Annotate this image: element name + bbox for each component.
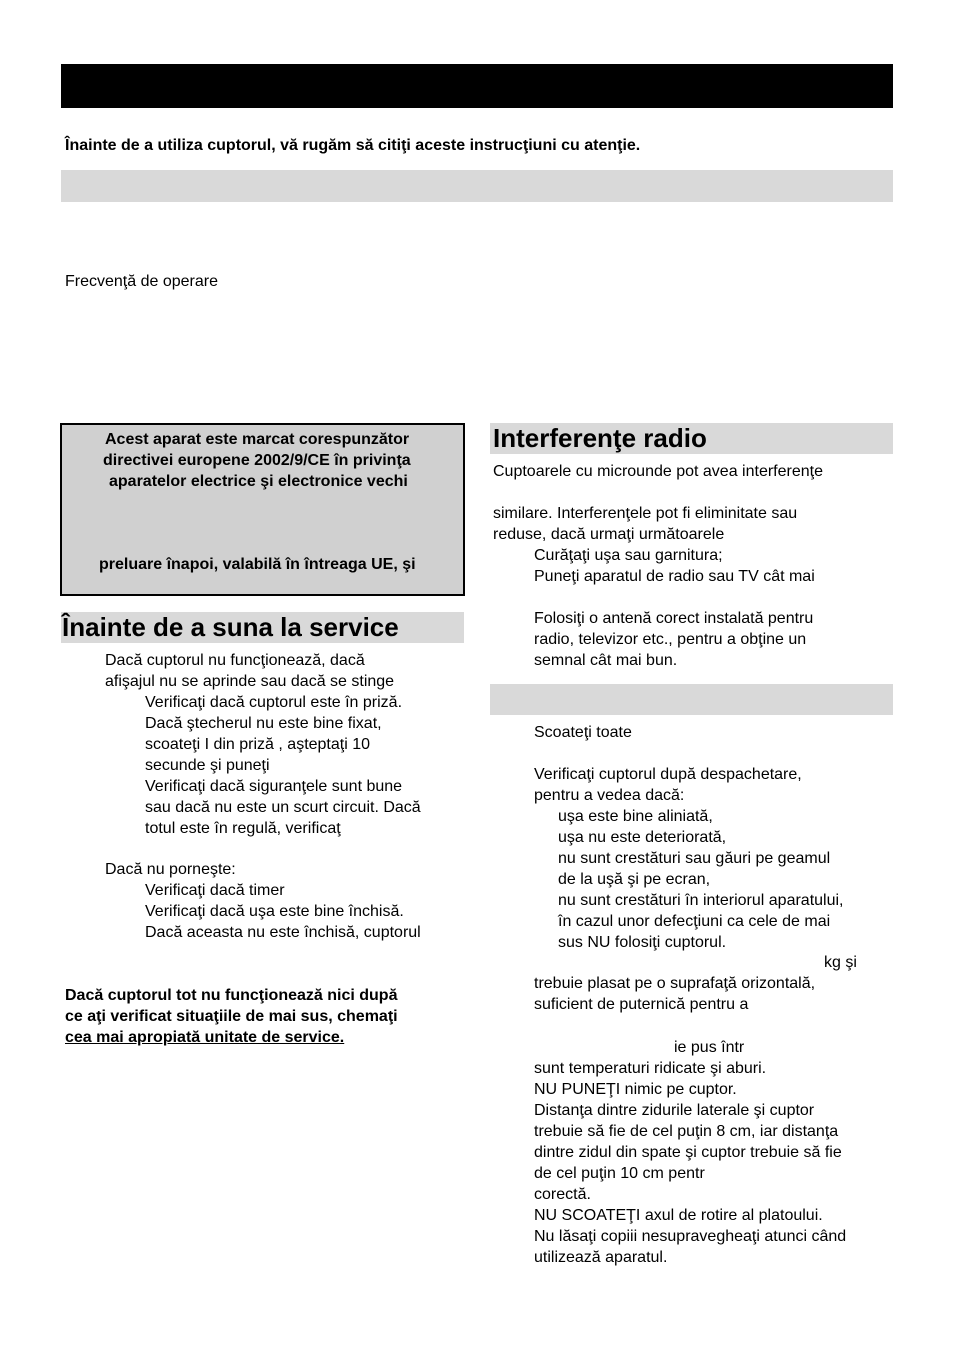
service-item2-sub-3: Dacă aceasta nu este închisă, cuptorul bbox=[145, 924, 421, 941]
install-more-line-9: Nu lăsaţi copiii nesupravegheaţi atunci când bbox=[534, 1228, 847, 1245]
install-placement-line-1: trebuie plasat pe o suprafaţă orizontală, bbox=[534, 975, 816, 992]
install-kg-fragment: kg şi bbox=[824, 954, 857, 971]
radio-tip-1: Curăţaţi uşa sau garnitura; bbox=[534, 547, 723, 564]
weee-line-1: Acest aparat este marcat corespunzător bbox=[105, 431, 410, 448]
install-check-item-1: uşa este bine aliniată, bbox=[558, 808, 713, 825]
install-more-line-3: Distanţa dintre zidurile laterale şi cuptor bbox=[534, 1102, 815, 1119]
spec-section-bar bbox=[61, 170, 893, 202]
service-item1-line-1: Dacă cuptorul nu funcţionează, dacă bbox=[105, 652, 365, 669]
install-more-line-5: dintre zidul din spate şi cuptor trebuie să fie bbox=[534, 1144, 842, 1161]
service-sub-line-4: secunde şi puneţi bbox=[145, 757, 270, 774]
intro-text: Înainte de a utiliza cuptorul, vă rugăm să citiţi aceste instrucţiuni cu atenţie. bbox=[65, 137, 641, 154]
service-final-line-3: cea mai apropiată unitate de service. bbox=[65, 1029, 345, 1046]
install-check-item-2: uşa nu este deteriorată, bbox=[558, 829, 727, 846]
service-sub-line-2: Dacă ştecherul nu este bine fixat, bbox=[145, 715, 382, 732]
install-placement-line-2: suficient de puternică pentru a bbox=[534, 996, 749, 1013]
install-check-item-4: de la uşă şi pe ecran, bbox=[558, 871, 711, 888]
weee-line-4: preluare înapoi, valabilă în întreaga UE, şi bbox=[99, 556, 416, 573]
radio-antenna-line-1: Folosiţi o antenă corect instalată pentru bbox=[534, 610, 814, 627]
service-final-line-1: Dacă cuptorul tot nu funcţionează nici după bbox=[65, 987, 398, 1004]
service-final-line-2: ce aţi verificat situaţiile de mai sus, chemaţi bbox=[65, 1008, 398, 1025]
service-sub-line-7: totul este în regulă, verificaţ bbox=[145, 820, 341, 837]
install-check-line-1: Verificaţi cuptorul după despachetare, bbox=[534, 766, 802, 783]
radio-antenna-line-3: semnal cât mai bun. bbox=[534, 652, 678, 669]
radio-tip-2: Puneţi aparatul de radio sau TV cât mai bbox=[534, 568, 815, 585]
install-check-line-2: pentru a vedea dacă: bbox=[534, 787, 685, 804]
title-bar bbox=[61, 64, 893, 108]
radio-intro-line: Cuptoarele cu microunde pot avea interferenţe bbox=[493, 463, 823, 480]
service-heading: Înainte de a suna la service bbox=[62, 612, 399, 642]
frequency-label: Frecvenţă de operare bbox=[65, 273, 218, 290]
install-more-line-7: corectă. bbox=[534, 1186, 591, 1203]
install-check-item-5: nu sunt crestături în interiorul aparatului, bbox=[558, 892, 844, 909]
install-check-item-6: în cazul unor defecţiuni ca cele de mai bbox=[558, 913, 831, 930]
install-more-line-1: sunt temperaturi ridicate şi aburi. bbox=[534, 1060, 767, 1077]
install-remove-line: Scoateţi toate bbox=[534, 724, 632, 741]
radio-heading: Interferenţe radio bbox=[493, 423, 707, 453]
service-sub-line-3: scoateţi I din priză , aşteptaţi 10 bbox=[145, 736, 371, 753]
install-more-line-6: de cel puţin 10 cm pentr bbox=[534, 1165, 705, 1182]
install-check-item-3: nu sunt crestături sau găuri pe geamul bbox=[558, 850, 831, 867]
install-more-line-8: NU SCOATEŢI axul de rotire al platoului. bbox=[534, 1207, 823, 1224]
weee-box bbox=[60, 423, 465, 596]
service-sub-line-6: sau dacă nu este un scurt circuit. Dacă bbox=[145, 799, 421, 816]
service-sub-line-1: Verificaţi dacă cuptorul este în priză. bbox=[145, 694, 403, 711]
install-check-item-7: sus NU folosiţi cuptorul. bbox=[558, 934, 727, 951]
service-item2-sub-1: Verificaţi dacă timer bbox=[145, 882, 285, 899]
weee-line-2: directivei europene 2002/9/CE în privinţa bbox=[103, 452, 411, 469]
service-item2-line: Dacă nu porneşte: bbox=[105, 861, 236, 878]
install-more-line-10: utilizează aparatul. bbox=[534, 1249, 668, 1266]
install-section-bar bbox=[490, 684, 893, 715]
weee-line-3: aparatelor electrice şi electronice vechi bbox=[109, 473, 408, 490]
service-item2-sub-2: Verificaţi dacă uşa este bine închisă. bbox=[145, 903, 404, 920]
install-more-line-2: NU PUNEŢI nimic pe cuptor. bbox=[534, 1081, 737, 1098]
install-more-line-4: trebuie să fie de cel puţin 8 cm, iar distanţa bbox=[534, 1123, 839, 1140]
install-pus-fragment: ie pus într bbox=[674, 1039, 745, 1056]
radio-body-line-1: similare. Interferenţele pot fi eliminitate sau bbox=[493, 505, 798, 522]
radio-antenna-line-2: radio, televizor etc., pentru a obţine un bbox=[534, 631, 807, 648]
service-item1-line-2: afişajul nu se aprinde sau dacă se stinge bbox=[105, 673, 395, 690]
service-sub-line-5: Verificaţi dacă siguranţele sunt bune bbox=[145, 778, 403, 795]
radio-body-line-2: reduse, dacă urmaţi următoarele bbox=[493, 526, 725, 543]
